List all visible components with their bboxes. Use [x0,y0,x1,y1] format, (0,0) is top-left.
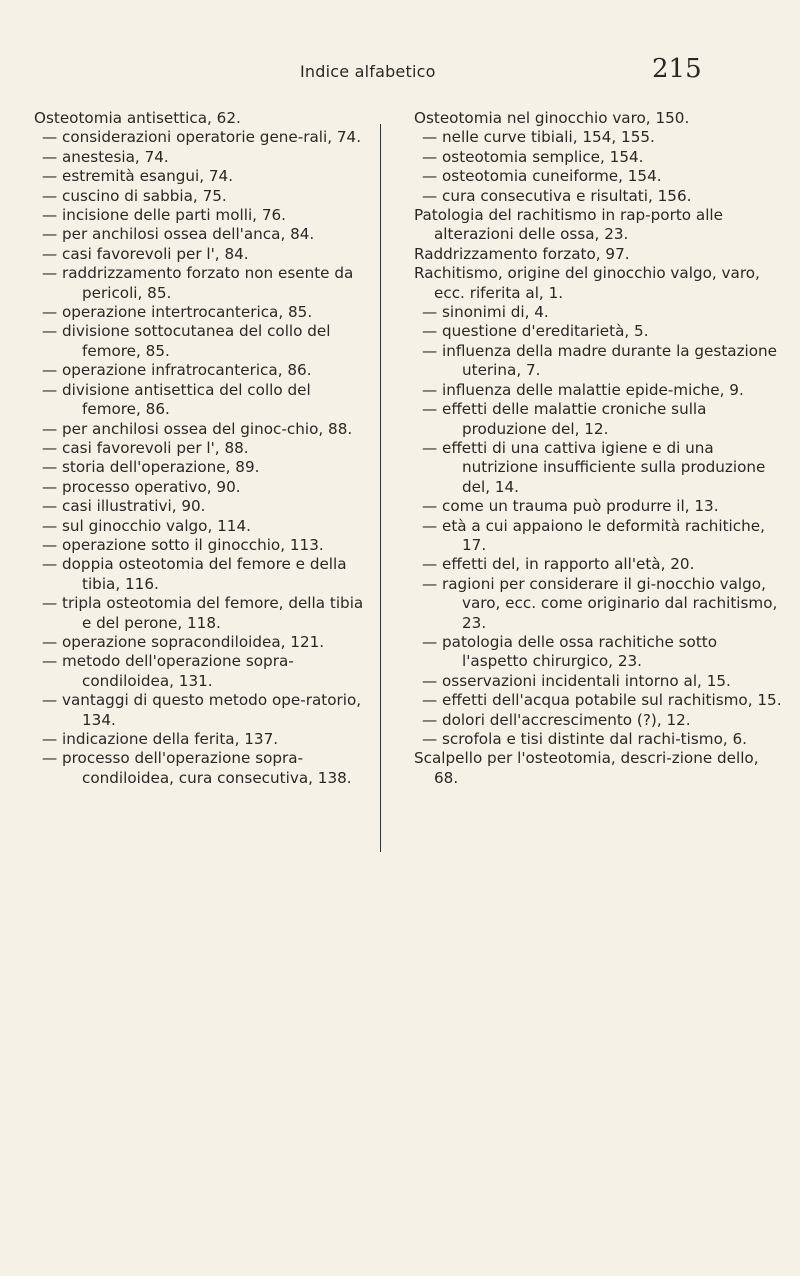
index-entry [414,206,784,245]
dash-marker: — [42,264,58,283]
dash-marker: — [42,458,58,477]
dash-marker: — [42,691,58,710]
dash-marker: — [422,128,438,147]
index-subentry [34,245,372,264]
index-subentry [34,749,372,788]
dash-marker: — [422,497,438,516]
index-subentry [34,652,372,691]
dash-marker: — [42,244,58,263]
dash-marker: — [422,555,438,574]
dash-marker: — [42,225,58,244]
entry-text: per anchilosi ossea dell'anca, 84. [62,225,315,244]
dash-marker: — [422,574,438,593]
entry-text: Raddrizzamento forzato, 97. [414,244,630,263]
index-column-right [414,109,784,788]
entry-text: Osteotomia antisettica, 62. [34,109,241,127]
dash-marker: — [42,594,58,613]
entry-text: storia dell'operazione, 89. [62,458,260,477]
entry-text: nelle curve tibiali, 154, 155. [442,128,655,147]
index-subentry [414,730,784,749]
index-subentry [414,711,784,730]
index-subentry [34,225,372,244]
entry-text: vantaggi di questo metodo ope-ratorio, 134. [62,691,362,729]
entry-text: patologia delle ossa rachitiche sotto l'aspetto chirurgico, 23. [442,632,718,671]
entry-text: estremità esangui, 74. [62,167,234,186]
entry-text: casi favorevoli per l', 88. [62,438,249,457]
dash-marker: — [422,516,438,535]
dash-marker: — [422,186,438,205]
dash-marker: — [42,380,58,399]
entry-text: Patologia del rachitismo in rap-porto alle alterazioni delle ossa, 23. [414,206,723,244]
dash-marker: — [422,632,438,651]
running-header: Indice alfabetico [300,62,436,81]
entry-text: processo dell'operazione sopra-condiloidea, cura consecutiva, 138. [62,749,352,787]
entry-text: ragioni per considerare il gi-nocchio valgo, varo, ecc. come originario dal rachitismo, 23. [442,574,778,632]
index-subentry [34,381,372,420]
index-subentry [414,439,784,497]
entry-text: cuscino di sabbia, 75. [62,186,227,205]
dash-marker: — [42,128,58,147]
index-subentry [34,128,372,147]
entry-text: Scalpello per l'osteotomia, descri-zione dello, 68. [414,749,759,787]
dash-marker: — [42,322,58,341]
index-entry [414,264,784,303]
index-subentry [414,303,784,322]
dash-marker: — [422,671,438,690]
entry-text: tripla osteotomia del femore, della tibia e del perone, 118. [62,594,364,632]
entry-text: osservazioni incidentali intorno al, 15. [442,671,731,690]
entry-text: effetti del, in rapporto all'età, 20. [442,555,695,574]
entry-text: processo operativo, 90. [62,477,241,496]
dash-marker: — [42,749,58,768]
dash-marker: — [42,147,58,166]
dash-marker: — [42,555,58,574]
entry-text: come un trauma può produrre il, 13. [442,497,719,516]
index-subentry [34,420,372,439]
dash-marker: — [42,632,58,651]
index-subentry [34,187,372,206]
index-subentry [34,536,372,555]
index-subentry [414,167,784,186]
index-entry [414,749,784,788]
dash-marker: — [42,477,58,496]
index-subentry [34,691,372,730]
index-subentry [414,381,784,400]
entry-text: raddrizzamento forzato non esente da pericoli, 85. [62,264,354,302]
entry-text: effetti dell'acqua potabile sul rachitismo, 15. [442,691,782,710]
dash-marker: — [42,535,58,554]
dash-marker: — [422,730,438,748]
entry-text: dolori dell'accrescimento (?), 12. [442,710,691,729]
index-subentry [414,187,784,206]
index-subentry [414,497,784,516]
index-subentry [34,167,372,186]
dash-marker: — [422,400,438,419]
index-subentry [34,478,372,497]
entry-text: operazione sotto il ginocchio, 113. [62,535,324,554]
entry-text: influenza della madre durante la gestazione uterina, 7. [442,341,778,380]
entry-text: influenza delle malattie epide-miche, 9. [442,380,744,399]
entry-text: doppia osteotomia del femore e della tibia, 116. [62,555,347,593]
entry-text: operazione infratrocanterica, 86. [62,361,312,380]
entry-text: effetti di una cattiva igiene e di una nutrizione insufficiente sulla produzione del, 14. [442,438,766,496]
index-entry [414,245,784,264]
entry-text: osteotomia semplice, 154. [442,147,644,166]
index-subentry [34,594,372,633]
entry-text: anestesia, 74. [62,147,169,166]
entry-text: Rachitismo, origine del ginocchio valgo, varo, ecc. riferita al, 1. [414,264,760,302]
entry-text: età a cui appaiono le deformità rachitiche, 17. [442,516,765,554]
entry-text: operazione intertrocanterica, 85. [62,303,313,322]
index-subentry [34,361,372,380]
dash-marker: — [42,361,58,380]
index-subentry [414,342,784,381]
entry-text: sul ginocchio valgo, 114. [62,516,251,535]
index-subentry [414,575,784,633]
dash-marker: — [42,186,58,205]
dash-marker: — [42,167,58,186]
index-column-left [34,109,372,788]
index-subentry [414,128,784,147]
index-subentry [414,148,784,167]
dash-marker: — [422,147,438,166]
index-subentry [414,400,784,439]
entry-text: considerazioni operatorie gene-rali, 74. [62,128,362,147]
entry-text: sinonimi di, 4. [442,303,549,322]
index-subentry [34,322,372,361]
dash-marker: — [422,691,438,710]
dash-marker: — [422,341,438,360]
index-subentry [34,439,372,458]
entry-text: effetti delle malattie croniche sulla produzione del, 12. [442,400,707,438]
index-subentry [34,730,372,749]
index-entry [34,109,372,128]
entry-text: incisione delle parti molli, 76. [62,206,286,225]
dash-marker: — [422,322,438,341]
index-subentry [414,633,784,672]
index-subentry [414,555,784,574]
dash-marker: — [42,206,58,225]
entry-text: casi illustrativi, 90. [62,497,206,516]
entry-text: divisione sottocutanea del collo del femore, 85. [62,322,331,360]
index-subentry [34,303,372,322]
entry-text: casi favorevoli per l', 84. [62,244,249,263]
index-subentry [34,517,372,536]
index-subentry [414,672,784,691]
entry-text: scrofola e tisi distinte dal rachi-tismo, 6. [442,730,748,748]
dash-marker: — [42,730,58,748]
entry-text: questione d'ereditarietà, 5. [442,322,649,341]
index-subentry [34,206,372,225]
index-subentry [34,555,372,594]
index-subentry [34,633,372,652]
entry-text: cura consecutiva e risultati, 156. [442,186,692,205]
entry-text: per anchilosi ossea del ginoc-chio, 88. [62,419,353,438]
page-number: 215 [652,54,702,84]
dash-marker: — [42,419,58,438]
index-subentry [34,458,372,477]
index-subentry [34,148,372,167]
entry-text: divisione antisettica del collo del femore, 86. [62,380,311,419]
index-subentry [414,517,784,556]
index-subentry [34,497,372,516]
dash-marker: — [422,167,438,186]
dash-marker: — [42,497,58,516]
dash-marker: — [422,380,438,399]
index-subentry [414,691,784,710]
dash-marker: — [422,710,438,729]
column-divider [380,124,381,852]
entry-text: indicazione della ferita, 137. [62,730,279,748]
entry-text: osteotomia cuneiforme, 154. [442,167,662,186]
dash-marker: — [42,438,58,457]
dash-marker: — [42,652,58,671]
index-entry [414,109,784,128]
entry-text: Osteotomia nel ginocchio varo, 150. [414,109,690,127]
entry-text: metodo dell'operazione sopra-condiloidea, 131. [62,652,294,690]
dash-marker: — [42,516,58,535]
index-subentry [414,322,784,341]
entry-text: operazione sopracondiloidea, 121. [62,632,325,651]
dash-marker: — [42,303,58,322]
dash-marker: — [422,303,438,322]
index-subentry [34,264,372,303]
dash-marker: — [422,438,438,457]
